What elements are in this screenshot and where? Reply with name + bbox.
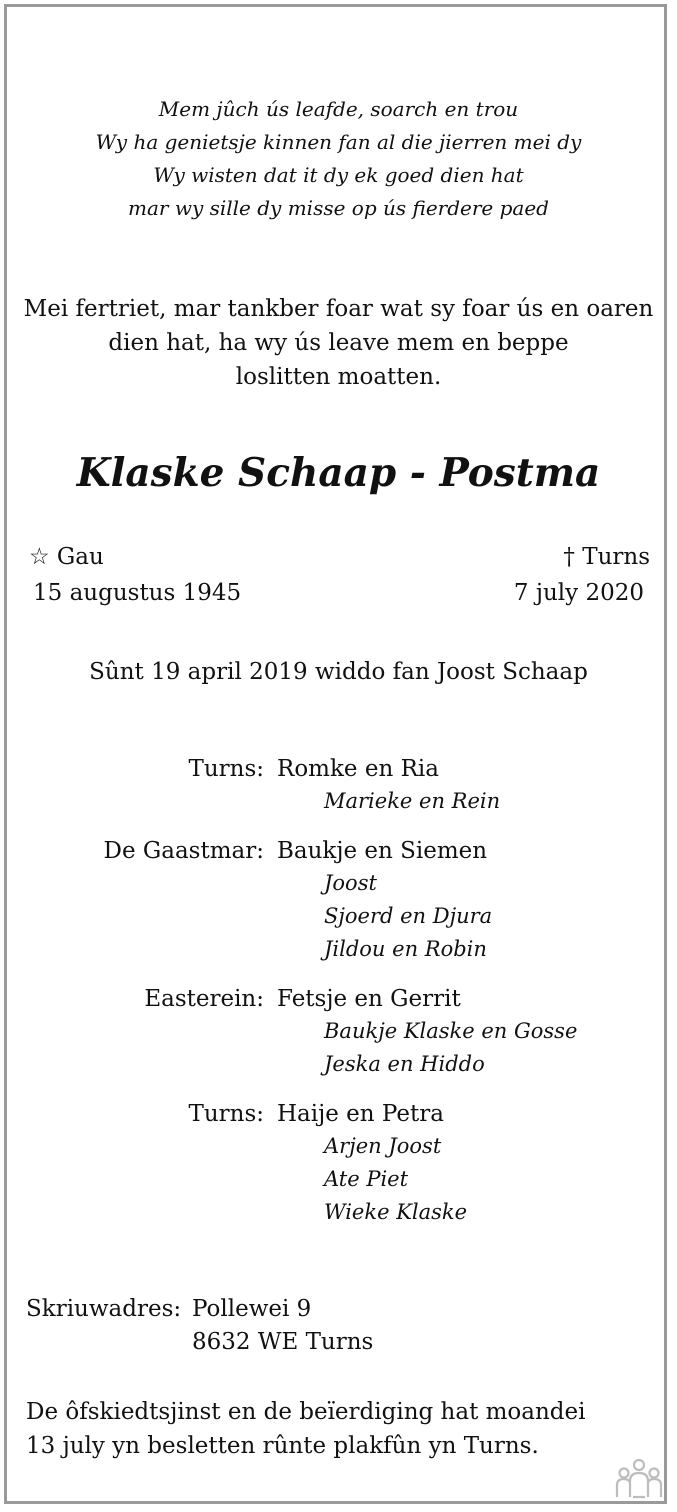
intro-line: Mei fertriet, mar tankber foar wat sy foar ús en oaren (23, 296, 654, 322)
family-place: Turns: (188, 756, 264, 782)
family-place: Turns: (188, 1101, 264, 1127)
deceased-name: Klaske Schaap - Postma (76, 450, 601, 496)
family-group (0, 1101, 677, 1233)
address-line-1: Pollewei 9 (192, 1296, 312, 1322)
page-border (4, 4, 667, 1504)
birth-place: ☆ Gau (29, 544, 104, 570)
grandchild: Sjoerd en Djura (324, 904, 493, 928)
grandchild: Joost (324, 871, 377, 895)
grandchild: Marieke en Rein (324, 789, 501, 813)
birth-date: 15 augustus 1945 (33, 580, 242, 606)
grandchild: Baukje Klaske en Gosse (324, 1019, 578, 1043)
family-place: De Gaastmar: (103, 838, 264, 864)
poem (0, 93, 677, 225)
poem-line: Wy wisten dat it dy ek goed dien hat (153, 163, 524, 187)
grandchild: Ate Piet (324, 1167, 409, 1191)
intro-text (0, 292, 677, 394)
address-label: Skriuwadres: (26, 1296, 182, 1322)
family-list (0, 756, 677, 1249)
people-group-icon (615, 1456, 663, 1500)
service-notice (26, 1395, 586, 1463)
death-place: † Turns (563, 544, 650, 570)
family-head: Romke en Ria (277, 756, 439, 782)
poem-line: Mem jûch ús leafde, soarch en trou (158, 97, 519, 121)
service-line: De ôfskiedtsjinst en de beïerdiging hat moandei (26, 1399, 586, 1425)
grandchild: Arjen Joost (324, 1134, 442, 1158)
grandchild: Jeska en Hiddo (324, 1052, 485, 1076)
family-group (0, 838, 677, 970)
family-group (0, 986, 677, 1085)
widow-line: Sûnt 19 april 2019 widdo fan Joost Schaap (89, 659, 588, 685)
poem-line: mar wy sille dy misse op ús fierdere paed (128, 196, 549, 220)
grandchild: Wieke Klaske (324, 1200, 468, 1224)
family-head: Haije en Petra (277, 1101, 444, 1127)
intro-line: dien hat, ha wy ús leave mem en beppe (108, 330, 569, 356)
family-head: Fetsje en Gerrit (277, 986, 461, 1012)
intro-line: loslitten moatten. (235, 364, 442, 390)
grandchild: Jildou en Robin (324, 937, 487, 961)
family-place: Easterein: (144, 986, 264, 1012)
address-line-2: 8632 WE Turns (192, 1329, 374, 1355)
service-line: 13 july yn besletten rûnte plakfûn yn Turns. (26, 1433, 539, 1459)
poem-line: Wy ha genietsje kinnen fan al die jierren mei dy (95, 130, 582, 154)
family-head: Baukje en Siemen (277, 838, 488, 864)
death-date: 7 july 2020 (513, 580, 644, 606)
family-group (0, 756, 677, 822)
